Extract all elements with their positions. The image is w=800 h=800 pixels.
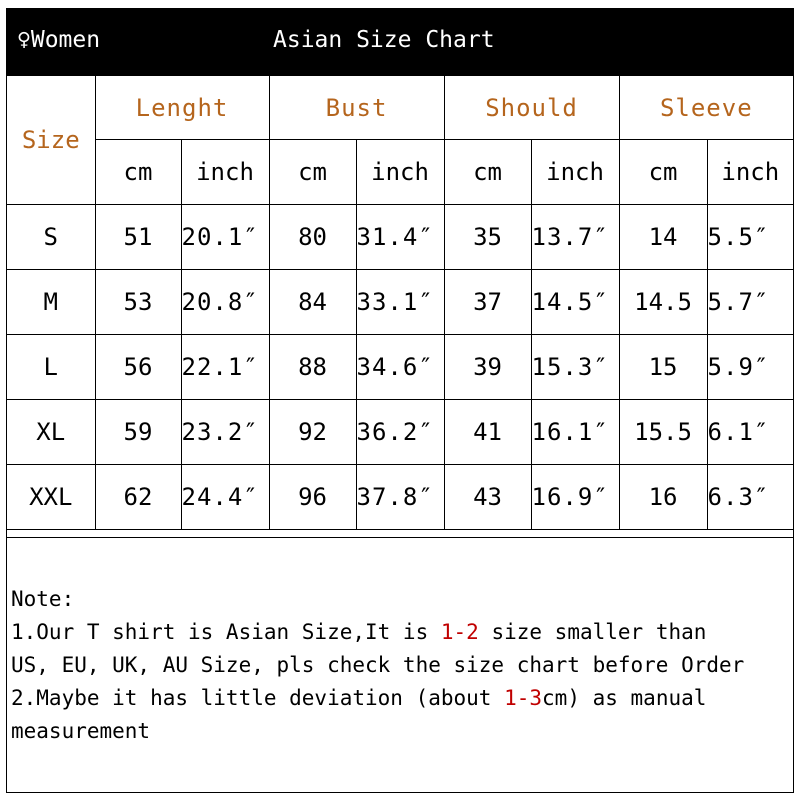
unit-header: inch	[181, 140, 269, 205]
table-cell: 56	[95, 335, 181, 400]
table-cell: 24.4″	[181, 465, 269, 530]
table-cell: 15	[619, 335, 707, 400]
size-cell: S	[7, 205, 95, 270]
table-cell: 35	[444, 205, 531, 270]
table-cell: 5.9″	[707, 335, 793, 400]
table-cell: 14	[619, 205, 707, 270]
unit-header-row	[7, 140, 793, 205]
table-cell: 14.5	[619, 270, 707, 335]
unit-header: cm	[269, 140, 356, 205]
table-row	[7, 205, 793, 270]
table-cell: 39	[444, 335, 531, 400]
note-heading: Note:	[11, 587, 75, 611]
table-cell: 22.1″	[181, 335, 269, 400]
size-cell: XXL	[7, 465, 95, 530]
note-block	[11, 583, 791, 748]
size-table	[7, 75, 793, 530]
table-cell: 34.6″	[356, 335, 444, 400]
table-cell: 96	[269, 465, 356, 530]
table-cell: 5.7″	[707, 270, 793, 335]
unit-header: cm	[619, 140, 707, 205]
group-bust: Bust	[269, 76, 444, 140]
table-cell: 6.1″	[707, 400, 793, 465]
table-cell: 23.2″	[181, 400, 269, 465]
note-line: US, EU, UK, AU Size, pls check the size chart before Order	[11, 653, 745, 677]
table-cell: 88	[269, 335, 356, 400]
table-cell: 80	[269, 205, 356, 270]
table-cell: 36.2″	[356, 400, 444, 465]
group-header-row	[7, 76, 793, 140]
table-cell: 37.8″	[356, 465, 444, 530]
table-cell: 5.5″	[707, 205, 793, 270]
table-cell: 53	[95, 270, 181, 335]
table-cell: 84	[269, 270, 356, 335]
group-sleeve: Sleeve	[619, 76, 793, 140]
table-cell: 43	[444, 465, 531, 530]
table-cell: 31.4″	[356, 205, 444, 270]
size-chart	[6, 8, 794, 793]
table-cell: 15.5	[619, 400, 707, 465]
table-cell: 16.9″	[531, 465, 619, 530]
note-line	[11, 682, 791, 715]
table-row	[7, 400, 793, 465]
unit-header: inch	[356, 140, 444, 205]
table-cell: 20.1″	[181, 205, 269, 270]
table-cell: 62	[95, 465, 181, 530]
unit-header: cm	[95, 140, 181, 205]
table-cell: 33.1″	[356, 270, 444, 335]
size-cell: L	[7, 335, 95, 400]
title-bar	[7, 9, 793, 75]
unit-header: inch	[531, 140, 619, 205]
table-cell: 92	[269, 400, 356, 465]
size-column-header: Size	[7, 76, 95, 205]
size-cell: M	[7, 270, 95, 335]
note-text: size smaller than	[478, 620, 707, 644]
table-cell: 20.8″	[181, 270, 269, 335]
table-cell: 41	[444, 400, 531, 465]
table-cell: 51	[95, 205, 181, 270]
group-length: Lenght	[95, 76, 269, 140]
group-shoulder: Should	[444, 76, 619, 140]
table-row	[7, 270, 793, 335]
chart-title: Asian Size Chart	[273, 27, 495, 53]
table-row	[7, 465, 793, 530]
note-line: measurement	[11, 719, 151, 743]
size-cell: XL	[7, 400, 95, 465]
women-label: ♀Women	[17, 27, 101, 53]
table-cell: 6.3″	[707, 465, 793, 530]
note-highlight: 1-3	[504, 686, 543, 710]
note-text: 2.Maybe it has little deviation (about	[11, 686, 505, 710]
note-text: cm) as manual	[542, 686, 707, 710]
table-cell: 14.5″	[531, 270, 619, 335]
table-row	[7, 335, 793, 400]
table-cell: 15.3″	[531, 335, 619, 400]
table-cell: 16.1″	[531, 400, 619, 465]
table-cell: 16	[619, 465, 707, 530]
table-cell: 59	[95, 400, 181, 465]
note-highlight: 1-2	[440, 620, 479, 644]
note-text: 1.Our T shirt is Asian Size,It is	[11, 620, 441, 644]
table-cell: 37	[444, 270, 531, 335]
unit-header: cm	[444, 140, 531, 205]
table-cell: 13.7″	[531, 205, 619, 270]
note-line	[11, 616, 791, 649]
note-divider	[7, 537, 793, 538]
unit-header: inch	[707, 140, 793, 205]
